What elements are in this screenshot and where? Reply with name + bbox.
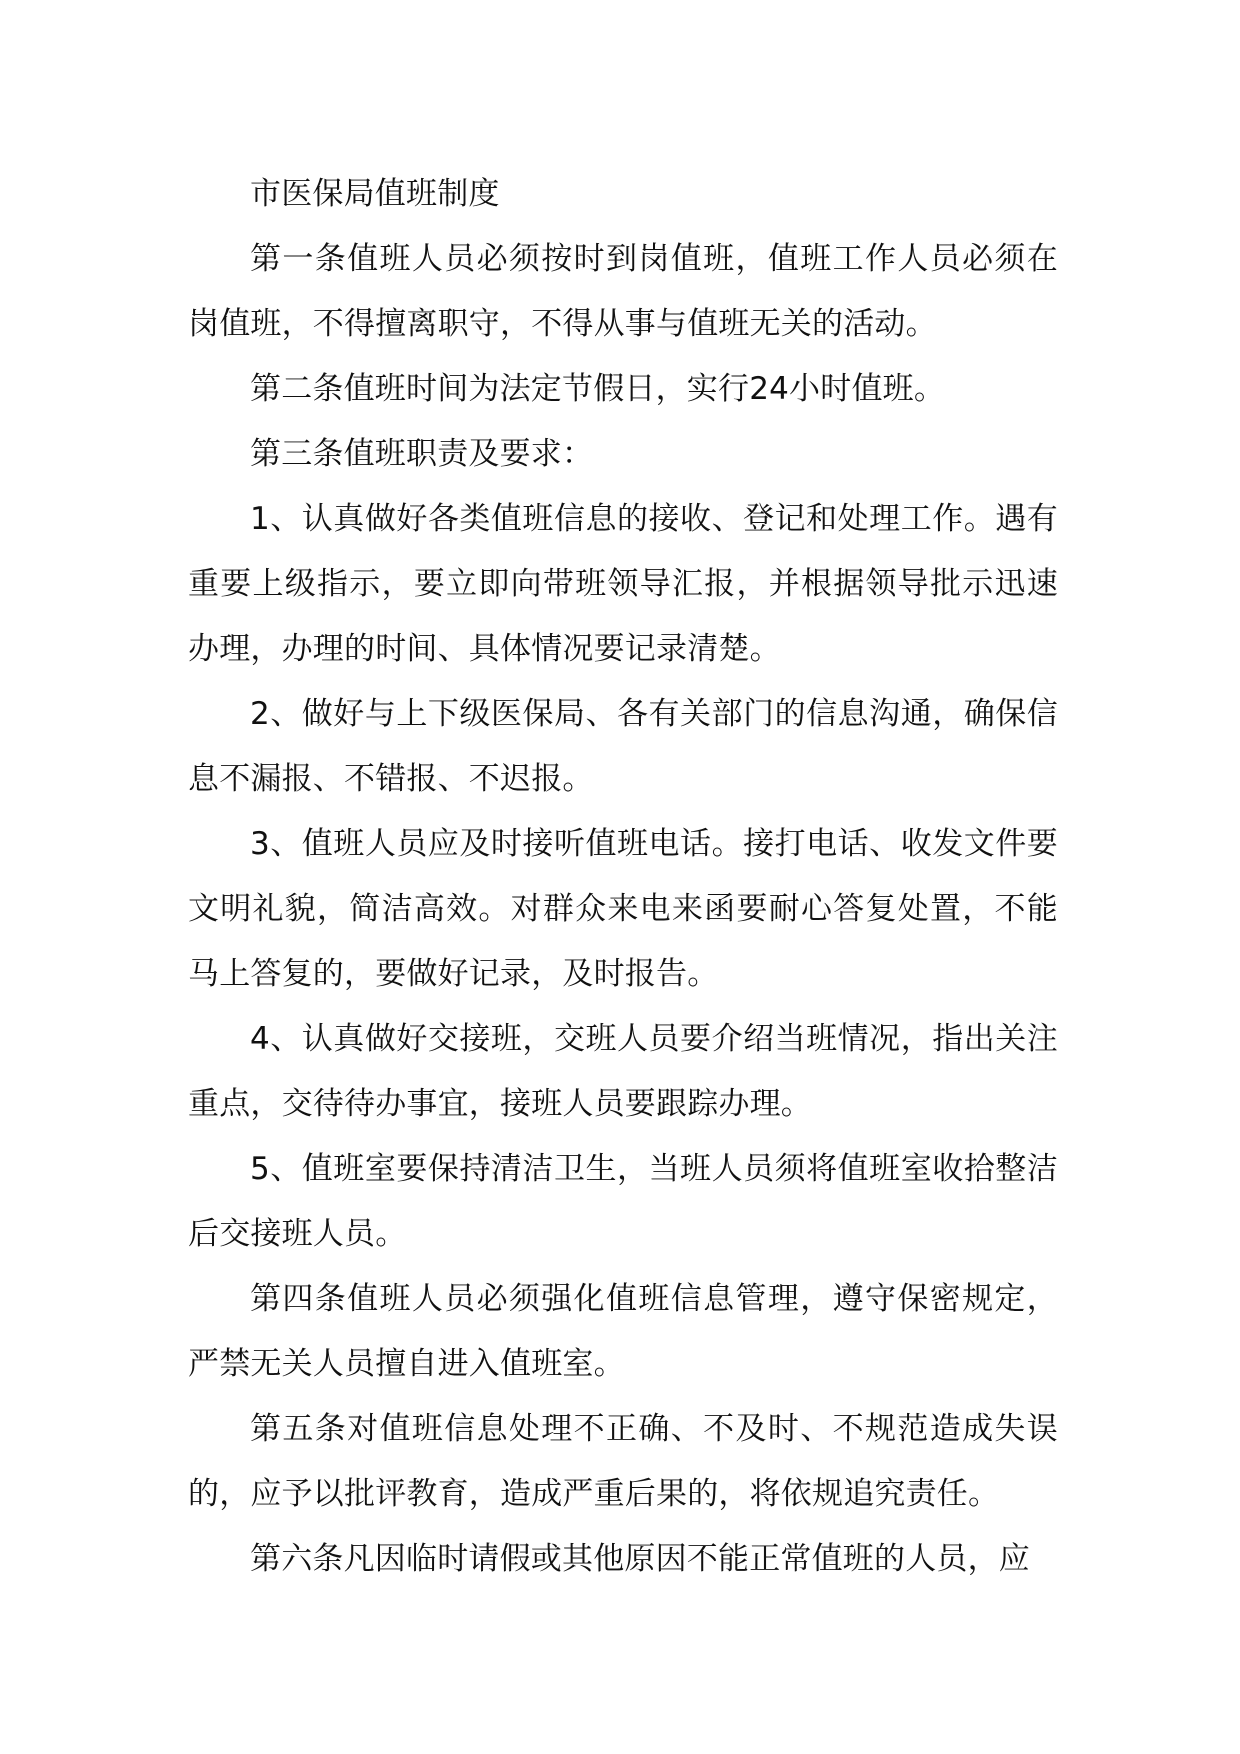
article-3: 第三条值班职责及要求：: [250, 436, 594, 472]
article-3-item-1: 1、认真做好各类值班信息的接收、登记和处理工作。遇有重要上级指示，要立即向带班领导汇报，并根据领导批示迅速办理，办理的时间、具体情况要记录清楚。: [188, 501, 1058, 667]
article-2: 第二条值班时间为法定节假日，实行24小时值班。: [250, 371, 946, 407]
article-1: 第一条值班人员必须按时到岗值班，值班工作人员必须在岗值班，不得擅离职守，不得从事与值班无关的活动。: [188, 241, 1058, 342]
article-4: 第四条值班人员必须强化值班信息管理，遵守保密规定，严禁无关人员擅自进入值班室。: [188, 1281, 1058, 1382]
article-3-item-5: 5、值班室要保持清洁卫生，当班人员须将值班室收拾整洁后交接班人员。: [188, 1151, 1058, 1252]
article-3-item-2: 2、做好与上下级医保局、各有关部门的信息沟通，确保信息不漏报、不错报、不迟报。: [188, 696, 1058, 797]
article-6: 第六条凡因临时请假或其他原因不能正常值班的人员，应: [250, 1541, 1030, 1577]
article-5: 第五条对值班信息处理不正确、不及时、不规范造成失误的，应予以批评教育，造成严重后果的，将依规追究责任。: [188, 1411, 1058, 1512]
article-3-item-3: 3、值班人员应及时接听值班电话。接打电话、收发文件要文明礼貌，简洁高效。对群众来电来函要耐心答复处置，不能马上答复的，要做好记录，及时报告。: [188, 826, 1058, 992]
document-title: 市医保局值班制度: [250, 176, 500, 212]
document-page: [188, 162, 1058, 1592]
article-3-item-4: 4、认真做好交接班，交班人员要介绍当班情况，指出关注重点，交待待办事宜，接班人员要跟踪办理。: [188, 1021, 1058, 1122]
